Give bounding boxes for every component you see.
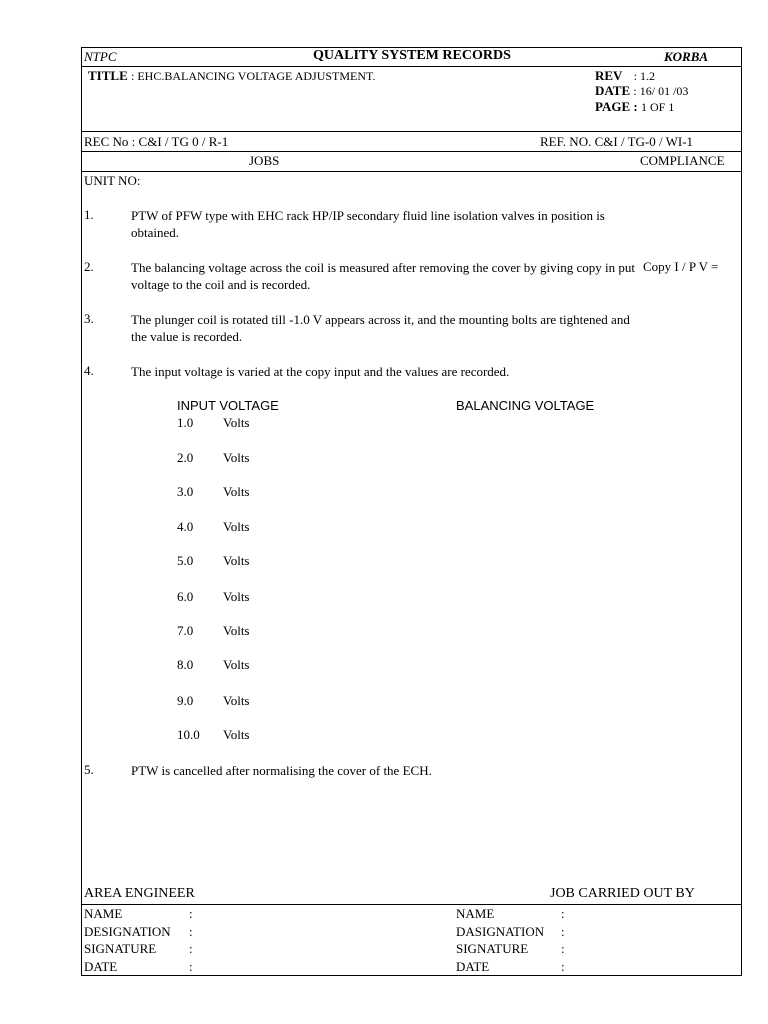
ref-divider xyxy=(82,151,741,152)
voltage-unit: Volts xyxy=(223,657,250,672)
voltage-row xyxy=(177,727,250,743)
right-signoff-fields xyxy=(456,905,565,975)
voltage-value: 2.0 xyxy=(177,450,194,465)
signoff-field-name: NAME : xyxy=(456,906,565,921)
document-frame xyxy=(81,47,742,976)
step-number: 1. xyxy=(84,207,94,222)
doc-title: QUALITY SYSTEM RECORDS xyxy=(313,48,511,63)
date-value: : 16/ 01 /03 xyxy=(633,84,689,98)
voltage-row xyxy=(177,415,250,431)
left-signoff-fields xyxy=(84,905,193,975)
voltage-unit: Volts xyxy=(223,450,250,465)
title-label: TITLE xyxy=(88,68,128,83)
voltage-row xyxy=(177,450,250,466)
title-line xyxy=(88,68,376,84)
page-label: PAGE : xyxy=(595,99,638,114)
step-text: The plunger coil is rotated till -1.0 V appears across it, and the mounting bolts are tightened and the value is recorded. xyxy=(131,312,630,344)
voltage-row xyxy=(177,484,250,500)
step-number: 2. xyxy=(84,259,94,274)
input-voltage-header: INPUT VOLTAGE xyxy=(177,398,279,413)
area-engineer-header: AREA ENGINEER xyxy=(84,886,195,901)
voltage-value: 1.0 xyxy=(177,415,194,430)
title-divider xyxy=(82,131,741,132)
voltage-value: 10.0 xyxy=(177,727,200,742)
voltage-value: 6.0 xyxy=(177,589,194,604)
step-number: 5. xyxy=(84,762,94,777)
voltage-unit: Volts xyxy=(223,693,250,708)
voltage-row xyxy=(177,589,250,605)
voltage-unit: Volts xyxy=(223,553,250,568)
signoff-field-signature: SIGNATURE : xyxy=(84,941,193,956)
site-name: KORBA xyxy=(664,49,709,64)
voltage-value: 8.0 xyxy=(177,657,194,672)
voltage-value: 4.0 xyxy=(177,519,194,534)
rev-line xyxy=(595,68,655,84)
compliance-header: COMPLIANCE xyxy=(640,153,725,168)
voltage-row xyxy=(177,553,250,569)
title-value: : EHC.BALANCING VOLTAGE ADJUSTMENT. xyxy=(131,69,376,83)
step-text: PTW of PFW type with EHC rack HP/IP secondary fluid line isolation valves in position is obtained. xyxy=(131,208,605,240)
signoff-field-name: NAME : xyxy=(84,906,193,921)
unit-no-label: UNIT NO: xyxy=(84,173,141,188)
jobs-header: JOBS xyxy=(249,153,280,168)
voltage-unit: Volts xyxy=(223,623,250,638)
voltage-value: 9.0 xyxy=(177,693,194,708)
date-label: DATE xyxy=(595,83,631,98)
signoff-field-signature: SIGNATURE : xyxy=(456,941,565,956)
voltage-row xyxy=(177,657,250,673)
date-line xyxy=(595,83,688,99)
signoff-field-designation: DASIGNATION : xyxy=(456,923,565,939)
voltage-unit: Volts xyxy=(223,484,250,499)
step-text: The balancing voltage across the coil is measured after removing the cover by giving copy in put voltage to the coil and is recorded. xyxy=(131,260,635,292)
org-name: NTPC xyxy=(84,49,117,64)
voltage-unit: Volts xyxy=(223,589,250,604)
voltage-unit: Volts xyxy=(223,519,250,534)
step-number: 4. xyxy=(84,363,94,378)
job-carried-out-header: JOB CARRIED OUT BY xyxy=(550,886,695,901)
step-text: PTW is cancelled after normalising the cover of the ECH. xyxy=(131,763,432,778)
voltage-value: 3.0 xyxy=(177,484,194,499)
step-text: The input voltage is varied at the copy input and the values are recorded. xyxy=(131,364,510,379)
signoff-field-date: DATE : xyxy=(84,958,193,974)
balancing-voltage-header: BALANCING VOLTAGE xyxy=(456,398,595,413)
voltage-row xyxy=(177,519,250,535)
step-number: 3. xyxy=(84,311,94,326)
ref-no: REF. NO. C&I / TG-0 / WI-1 xyxy=(540,134,694,149)
voltage-value: 5.0 xyxy=(177,553,194,568)
rev-label: REV xyxy=(595,68,623,83)
page-line xyxy=(595,99,674,115)
compliance-note: Copy I / P V = xyxy=(643,259,719,274)
voltage-row xyxy=(177,693,250,709)
signoff-field-date: DATE : xyxy=(456,958,565,974)
header-divider xyxy=(82,66,741,67)
signoff-field-designation: DESIGNATION : xyxy=(84,923,193,939)
rev-value: : 1.2 xyxy=(633,69,656,83)
rec-no: REC No : C&I / TG 0 / R-1 xyxy=(84,134,229,149)
voltage-unit: Volts xyxy=(223,415,250,430)
page-value: 1 OF 1 xyxy=(640,100,675,114)
columns-divider xyxy=(82,171,741,172)
voltage-unit: Volts xyxy=(223,727,250,742)
voltage-row xyxy=(177,623,250,639)
voltage-value: 7.0 xyxy=(177,623,194,638)
